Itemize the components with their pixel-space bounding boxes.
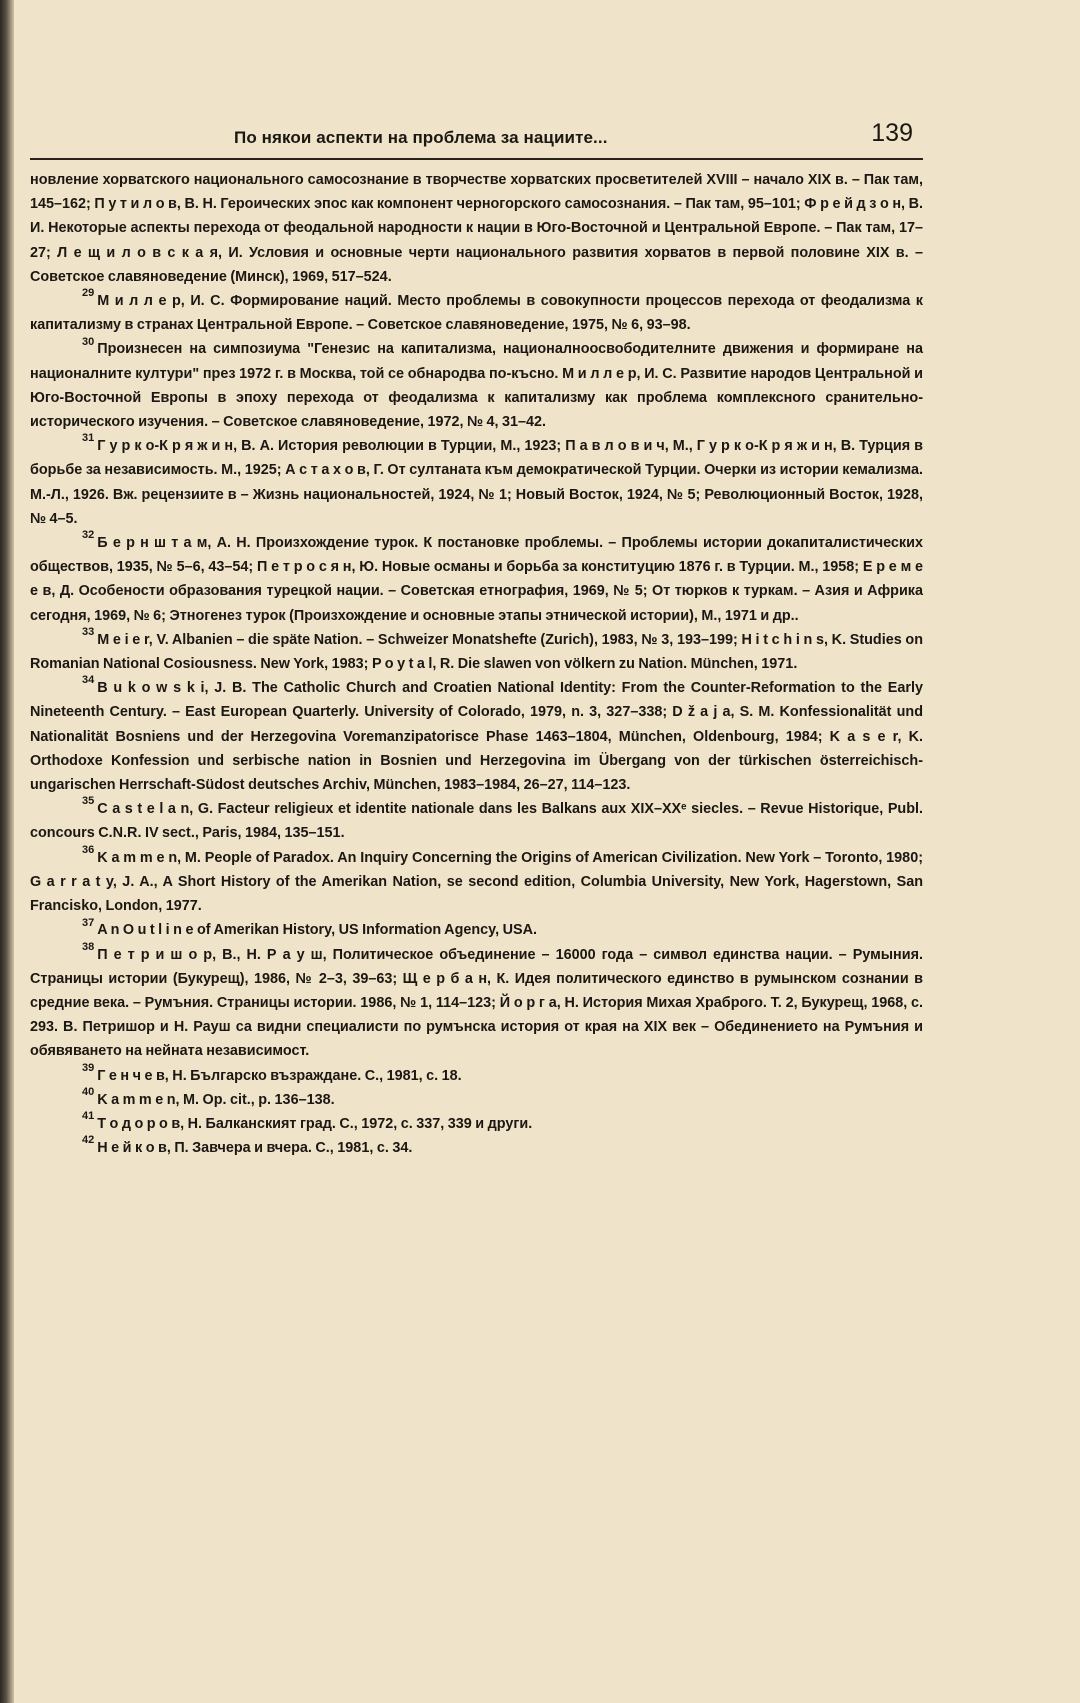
- footnote-text: Г у р к о-К р я ж и н, В. А. История революции в Турции, М., 1923; П а в л о в и ч, М., Г у р к о-К р я ж и н, В. Турция в борьбе за независимость. М., 1925; А с т а х о в, Г. От султаната към демократической Турции. Очерки из истории кемализма. М.-Л., 1926. Вж. рецензиите в – Жизнь национальностей, 1924, № 1; Новый Восток, 1924, № 5; Революционный Восток, 1928, № 4–5.: [30, 438, 923, 527]
- footnote-number: 40: [82, 1085, 95, 1098]
- footnote-41: [30, 1112, 923, 1136]
- footnote-number: 33: [82, 626, 95, 639]
- page-header: [30, 118, 923, 160]
- footnote-number: 41: [82, 1110, 95, 1123]
- footnote-text: Произнесен на симпозиума "Генезис на капитализма, националноосвободителните движения и формиране на националните култури" през 1972 г. в Москва, той се обнародва по-късно. М и л л е р, И. С. Развитие народов Центральной и Юго-Восточной Европы в эпоху перехода от феодализма к капитализму как проблема комплексного сранительно-исторического изучения. – Советское славяноведение, 1972, № 4, 31–42.: [30, 341, 923, 431]
- page-number: 139: [871, 119, 913, 147]
- footnotes: [30, 168, 923, 1160]
- footnote-text: Г е н ч е в, Н. Българско възраждане. С., 1981, с. 18.: [97, 1067, 462, 1084]
- footnote-text: М и л л е р, И. С. Формирование наций. Место проблемы в совокупности процессов перехода от феодализма к капитализму в странах Центральной Европе. – Советское славяноведение, 1975, № 6, 93–98.: [30, 293, 923, 334]
- footnote-number: 37: [82, 916, 95, 929]
- footnote-text: C a s t e l a n, G. Facteur religieux et identite nationale dans les Balkans aux XIX–XXᵉ siecles. – Revue Historique, Publ. concours C.N.R. IV sect., Paris, 1984, 135–151.: [30, 801, 923, 842]
- footnote-32: [30, 531, 923, 628]
- footnote-text: K a m m e n, M. Op. cit., p. 136–138.: [97, 1091, 335, 1108]
- footnote-text: Т о д о р о в, Н. Балканският град. С., 1972, с. 337, 339 и други.: [97, 1115, 533, 1132]
- footnote-text: A n O u t l i n e of Amerikan History, US Information Agency, USA.: [97, 922, 537, 939]
- footnote-number: 34: [82, 674, 95, 687]
- footnote-continuation: [30, 168, 923, 289]
- footnote-42: [30, 1136, 923, 1160]
- footnote-text: B u k o w s k i, J. B. The Catholic Church and Croatien National Identity: From the Counter-Reformation to the Early Nineteenth Century. – East European Quarterly. University of Colorado, 1979, n. 3, 327–338; D ž a j a, S. M. Konfessionalität und Nationalität Bosniens und der Herzegovina Voremanzipatorisce Phase 1463–1804, München, Oldenbourg, 1984; K a s e r, K. Orthodoxe Konfession und serbische nation in Bosnien und Herzegovina im Übergang von der türkischen österreichisch-ungarischen Herrschaft-Südost deutsches Archiv, München, 1983–1984, 26–27, 114–123.: [30, 680, 923, 794]
- footnote-38: [30, 940, 923, 1064]
- footnote-text: M e i e r, V. Albanien – die späte Nation. – Schweizer Monatshefte (Zurich), 1983, № 3, 193–199; H i t c h i n s, K. Studies on Romanian National Cosiousness. New York, 1983; P o y t a l, R. Die slawen von völkern zu Nation. München, 1971.: [30, 631, 923, 673]
- footnote-33: [30, 628, 923, 676]
- footnote-number: 31: [82, 432, 95, 445]
- footnote-36: [30, 843, 923, 919]
- footnote-number: 35: [82, 795, 95, 808]
- footnote-30: [30, 337, 923, 434]
- footnote-number: 39: [82, 1061, 95, 1074]
- book-spine-shadow: [0, 0, 14, 1703]
- footnote-35: [30, 797, 923, 845]
- footnote-31: [30, 434, 923, 531]
- footnote-text: новление хорватского национального самосознание в творчестве хорватских просветителей XVIII – начало XIX в. – Пак там, 145–162; П у т и л о в, В. Н. Героических эпос как компонент черногорского самосознания. – Пак там, 95–101; Ф р е й д з о н, В. И. Некоторые аспекты перехода от феодальной народности к нации в Юго-Восточной и Центральной Европе. – Пак там, 17–27; Л е щ и л о в с к а я, И. Условия и основные черти национального развития хорватов в первой половине XIX в. – Советское славяноведение (Минск), 1969, 517–524.: [30, 172, 923, 285]
- footnote-number: 30: [82, 335, 95, 348]
- book-page: [30, 118, 923, 1160]
- footnote-39: [30, 1061, 923, 1088]
- footnote-text: K a m m e n, M. People of Paradox. An Inquiry Concerning the Origins of American Civilization. New York – Toronto, 1980; G a r r a t y, J. A., A Short History of the Amerikan Nation, se second edition, Columbia University, New York, Hagerstown, San Francisko, London, 1977.: [30, 849, 923, 915]
- footnote-number: 36: [82, 843, 95, 856]
- running-head: По някои аспекти на проблема за нациите...: [234, 128, 608, 147]
- footnote-37: [30, 918, 923, 942]
- footnote-number: 42: [82, 1134, 95, 1147]
- footnote-number: 32: [82, 529, 95, 542]
- footnote-text: П е т р и ш о р, В., Н. Р а у ш, Политическое объединение – 16000 года – символ единства нации. – Румыния. Страницы истории (Букурещ), 1986, № 2–3, 39–63; Щ е р б а н, К. Идея политического единство в румынском сознании в средние века. – Румъния. Страницы истории. 1986, № 1, 114–123; Й о р г а, Н. История Михая Храброго. Т. 2, Букурещ, 1968, с. 293. В. Петришор и Н. Рауш са видни специалисти по румънска история от края на XIX век – Обединението на Румъния и обявяването на нейната независимост.: [30, 946, 923, 1060]
- footnote-29: [30, 289, 923, 337]
- footnote-number: 38: [82, 940, 95, 953]
- footnote-text: Н е й к о в, П. Завчера и вчера. С., 1981, с. 34.: [97, 1140, 413, 1157]
- footnote-40: [30, 1085, 923, 1112]
- footnote-number: 29: [82, 287, 95, 300]
- footnote-text: Б е р н ш т а м, А. Н. Произхождение турок. К постановке проблемы. – Проблемы истории докапиталистических обществов, 1935, № 5–6, 43–54; П е т р о с я н, Ю. Новые османы и борьба за конституцию 1876 г. в Турции. М., 1958; Е р е м е е в, Д. Особености образования турецкой нации. – Советская етнография, 1969, № 5; От тюрков к туркам. – Азия и Африка сегодня, 1969, № 6; Этногенез турок (Произхождение и основные этапы этнической истории), М., 1971 и др..: [30, 535, 923, 624]
- footnote-34: [30, 676, 923, 797]
